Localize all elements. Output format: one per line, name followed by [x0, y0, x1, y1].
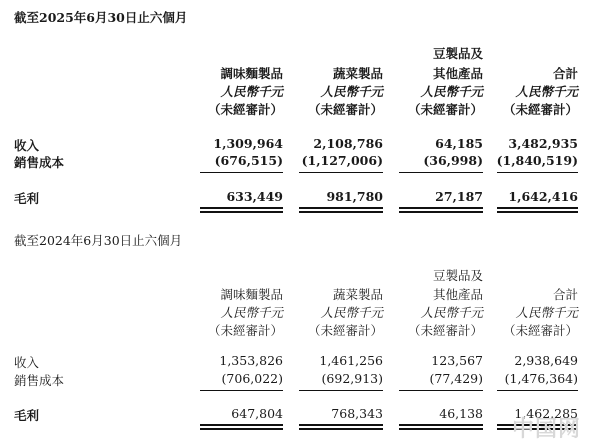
row-2025-cost-col1: (676,515) [214, 153, 283, 168]
row-2025-cost-col3: (36,998) [423, 153, 483, 168]
row-2025-cost-col2: (1,127,006) [301, 153, 383, 168]
row-2024-revenue-col2: 1,461,256 [319, 353, 383, 368]
watermark-logo: 中国网 [512, 417, 582, 442]
row-2025-gross-profit-col4: 1,642,416 [508, 189, 578, 204]
rule-2024-col1-double-b [200, 428, 283, 430]
header-2024-vegetable: 蔬菜製品 [332, 287, 383, 302]
rule-2025-col3-double-a [399, 207, 483, 209]
rule-2024-col2-double-b [299, 428, 383, 430]
rule-2025-col1-double-a [200, 207, 283, 209]
row-2024-revenue-col1: 1,353,826 [219, 353, 283, 368]
unit-2025-col3: 人民幣千元 [420, 84, 483, 99]
row-2024-gross-profit-col2: 768,343 [331, 406, 383, 421]
rule-2025-col1-double-b [200, 211, 283, 213]
row-2025-revenue-label: 收入 [14, 138, 40, 153]
rule-2024-col4-top [497, 390, 578, 391]
row-2024-cost-col2: (692,913) [321, 371, 383, 386]
rule-2024-col2-top [299, 390, 383, 391]
section-2025-title: 截至2025年6月30日止六個月 [14, 10, 188, 25]
row-2024-cost-col1: (706,022) [221, 371, 283, 386]
row-2024-gross-profit-col3: 46,138 [439, 406, 483, 421]
unit-2024-col2: 人民幣千元 [320, 305, 383, 320]
row-2024-gross-profit-label: 毛利 [14, 408, 40, 423]
header-2025-bean-products-line1: 豆製品及 [432, 46, 483, 61]
rule-2025-col3-double-b [399, 211, 483, 213]
rule-2024-col3-double-a [399, 424, 483, 426]
audit-2025-col1: （未經審計） [207, 102, 283, 117]
row-2025-cost-label: 銷售成本 [14, 155, 65, 170]
row-2024-revenue-label: 收入 [14, 355, 40, 370]
row-2025-gross-profit-col3: 27,187 [435, 189, 483, 204]
row-2025-gross-profit-col1: 633,449 [226, 189, 283, 204]
unit-2025-col4: 人民幣千元 [515, 84, 578, 99]
header-2025-total: 合計 [552, 66, 578, 81]
rule-2025-col2-double-b [299, 211, 383, 213]
rule-2025-col4-double-b [497, 211, 578, 213]
audit-2025-col4: （未經審計） [502, 102, 578, 117]
row-2024-cost-col4: (1,476,364) [504, 371, 578, 386]
row-2024-revenue-col4: 2,938,649 [514, 353, 578, 368]
audit-2024-col3: （未經審計） [407, 323, 483, 338]
row-2025-revenue-col1: 1,309,964 [213, 136, 283, 151]
header-2024-bean-products-line1: 豆製品及 [432, 268, 483, 283]
audit-2025-col2: （未經審計） [307, 102, 383, 117]
row-2024-gross-profit-col4: 1,462,285 [514, 406, 578, 421]
rule-2025-col2-double-a [299, 207, 383, 209]
rule-2025-col1-top [200, 172, 283, 173]
audit-2024-col2: （未經審計） [307, 323, 383, 338]
unit-2025-col2: 人民幣千元 [320, 84, 383, 99]
audit-2025-col3: （未經審計） [407, 102, 483, 117]
rule-2024-col3-top [399, 390, 483, 391]
unit-2024-col3: 人民幣千元 [420, 305, 483, 320]
header-2024-total: 合計 [552, 287, 578, 302]
rule-2024-col2-double-a [299, 424, 383, 426]
rule-2024-col3-double-b [399, 428, 483, 430]
rule-2024-col1-top [200, 390, 283, 391]
row-2024-cost-col3: (77,429) [429, 371, 483, 386]
row-2025-revenue-col2: 2,108,786 [313, 136, 383, 151]
row-2024-cost-label: 銷售成本 [14, 373, 65, 388]
row-2025-gross-profit-col2: 981,780 [326, 189, 383, 204]
unit-2024-col1: 人民幣千元 [220, 305, 283, 320]
row-2024-revenue-col3: 123,567 [431, 353, 483, 368]
audit-2024-col1: （未經審計） [207, 323, 283, 338]
unit-2025-col1: 人民幣千元 [220, 84, 283, 99]
row-2024-gross-profit-col1: 647,804 [231, 406, 283, 421]
rule-2024-col1-double-a [200, 424, 283, 426]
rule-2025-col2-top [299, 172, 383, 173]
header-2025-seasoned-flour: 調味麵製品 [220, 66, 283, 81]
rule-2025-col4-top [497, 172, 578, 173]
header-2025-vegetable: 蔬菜製品 [332, 66, 383, 81]
rule-2025-col4-double-a [497, 207, 578, 209]
header-2025-bean-products-line2: 其他產品 [432, 66, 483, 81]
header-2024-seasoned-flour: 調味麵製品 [220, 287, 283, 302]
section-2024-title: 截至2024年6月30日止六個月 [14, 233, 183, 248]
unit-2024-col4: 人民幣千元 [515, 305, 578, 320]
rule-2025-col3-top [399, 172, 483, 173]
header-2024-bean-products-line2: 其他產品 [432, 287, 483, 302]
row-2025-cost-col4: (1,840,519) [496, 153, 578, 168]
audit-2024-col4: （未經審計） [502, 323, 578, 338]
row-2025-gross-profit-label: 毛利 [14, 191, 40, 206]
row-2025-revenue-col3: 64,185 [435, 136, 483, 151]
row-2025-revenue-col4: 3,482,935 [508, 136, 578, 151]
